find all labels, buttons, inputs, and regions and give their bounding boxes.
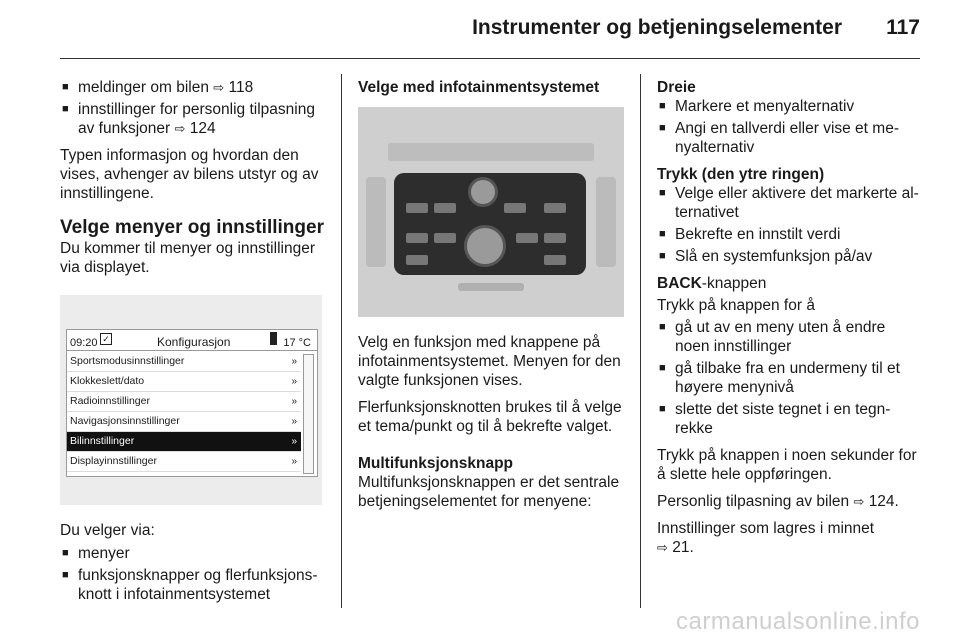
list-item: ■ innstillinger for personlig tilpasning av funksjoner ⇨ 124 bbox=[60, 100, 328, 138]
panel-button-icon bbox=[434, 233, 456, 243]
display-menu bbox=[67, 352, 301, 472]
column-divider-1 bbox=[341, 74, 342, 608]
list-item: ■ gå tilbake fra en undermeny til et høyere menynivå bbox=[657, 359, 923, 397]
back-label: BACK bbox=[657, 275, 702, 292]
display-title: Konfigurasjon bbox=[157, 335, 231, 349]
column-1 bbox=[60, 78, 328, 612]
list-item: ■ meldinger om bilen ⇨ 118 bbox=[60, 78, 328, 97]
column-2 bbox=[358, 78, 626, 519]
paragraph: Innstillinger som lagres i minnet ⇨ 21. bbox=[657, 520, 875, 556]
panel-button-icon bbox=[406, 203, 428, 213]
paragraph: Velg en funksjon med knappene på infotainmentsystemet. Menyen for den valgte funksjonen vises. bbox=[358, 334, 621, 389]
thermometer-icon bbox=[270, 332, 277, 345]
menu-item: Radioinnstillinger » bbox=[67, 392, 301, 412]
paragraph: Du velger via: bbox=[60, 522, 155, 539]
display-time: 09:20 bbox=[70, 337, 98, 349]
subheading: Multifunksjonsknapp bbox=[358, 455, 513, 472]
paragraph: Personlig tilpasning av bilen ⇨ 124. bbox=[657, 493, 899, 510]
paragraph: Multifunksjonsknappen er det sentrale betjeningselementet for menyene: bbox=[358, 474, 620, 510]
page-ref-icon[interactable]: ⇨ bbox=[657, 540, 668, 555]
display-illustration bbox=[60, 295, 322, 505]
menu-item-selected: Bilinnstillinger » bbox=[67, 432, 301, 452]
page-ref-icon[interactable]: ⇨ bbox=[174, 121, 186, 136]
arrow-right-icon: » bbox=[291, 376, 297, 387]
page-ref-icon[interactable]: ⇨ bbox=[213, 80, 225, 95]
infotainment-console-illustration bbox=[358, 107, 624, 317]
subheading: Velge med infotainmentsystemet bbox=[358, 79, 600, 96]
column-divider-2 bbox=[640, 74, 641, 608]
arrow-right-icon: » bbox=[291, 456, 297, 467]
panel-button-icon bbox=[516, 233, 538, 243]
menu-item: Klokkeslett/dato » bbox=[67, 372, 301, 392]
list-item: ■ Velge eller aktivere det markerte alternativet bbox=[657, 184, 923, 222]
page-title: Instrumenter og betjeningselementer bbox=[472, 16, 842, 39]
panel-button-icon bbox=[406, 255, 428, 265]
column-3 bbox=[657, 78, 923, 565]
console-top-buttons bbox=[388, 143, 594, 161]
panel-button-icon bbox=[544, 233, 566, 243]
paragraph: BACK-knappen bbox=[657, 275, 767, 292]
paragraph: Trykk på knappen for å bbox=[657, 297, 815, 314]
list-item: ■ funksjonsknapper og flerfunksjonsknott i infotainmentsystemet bbox=[60, 566, 328, 604]
panel-button-icon bbox=[544, 203, 566, 213]
list-item: ■ menyer bbox=[60, 544, 328, 563]
list-item: ■ Angi en tallverdi eller vise et menyalternativ bbox=[657, 119, 923, 157]
arrow-right-icon: » bbox=[291, 396, 297, 407]
list-item: ■ Markere et menyalternativ bbox=[657, 97, 923, 116]
console-slot bbox=[458, 283, 524, 291]
section-heading: Velge menyer og innstillinger bbox=[60, 217, 324, 238]
paragraph: Flerfunksjonsknotten brukes til å velge et tema/punkt og til å bekrefte valget. bbox=[358, 399, 622, 435]
panel-button-icon bbox=[544, 255, 566, 265]
subheading: Trykk (den ytre ringen) bbox=[657, 166, 825, 183]
display-screen bbox=[66, 329, 318, 477]
display-temperature: 17 °C bbox=[283, 337, 311, 349]
list-item: ■ gå ut av en meny uten å endre noen innstillinger bbox=[657, 318, 923, 356]
list-item: ■ Bekrefte en innstilt verdi bbox=[657, 225, 923, 244]
header-divider bbox=[60, 58, 920, 59]
list-item: ■ Slå en systemfunksjon på/av bbox=[657, 247, 923, 266]
menu-item: Navigasjonsinnstillinger » bbox=[67, 412, 301, 432]
paragraph: Du kommer til menyer og innstillinger via displayet. bbox=[60, 240, 315, 276]
page-ref-icon[interactable]: ⇨ bbox=[853, 494, 865, 509]
paragraph: Trykk på knappen i noen sekunder for å slette hele oppføringen. bbox=[657, 447, 917, 483]
menu-item: Sportsmodusinnstillinger » bbox=[67, 352, 301, 372]
display-scrollbar bbox=[303, 354, 314, 474]
check-icon: ✓ bbox=[100, 333, 112, 345]
multifunction-knob-icon bbox=[464, 225, 506, 267]
panel-button-icon bbox=[406, 233, 428, 243]
arrow-right-icon: » bbox=[291, 436, 297, 447]
panel-button-icon bbox=[504, 203, 526, 213]
page-number: 117 bbox=[886, 16, 920, 39]
paragraph: Typen informasjon og hvordan den vises, avhenger av bilens utstyr og av innstillingene. bbox=[60, 147, 319, 202]
page-header bbox=[0, 0, 960, 58]
right-vent bbox=[596, 177, 616, 267]
menu-item: Displayinnstillinger » bbox=[67, 452, 301, 472]
arrow-right-icon: » bbox=[291, 416, 297, 427]
list-item: ■ slette det siste tegnet i en tegnrekke bbox=[657, 400, 923, 438]
left-vent bbox=[366, 177, 386, 267]
subheading: Dreie bbox=[657, 79, 696, 96]
control-panel bbox=[394, 173, 586, 275]
watermark: carmanualsonline.info bbox=[676, 608, 920, 635]
panel-button-icon bbox=[434, 203, 456, 213]
volume-knob-icon bbox=[468, 177, 498, 207]
arrow-right-icon: » bbox=[291, 356, 297, 367]
